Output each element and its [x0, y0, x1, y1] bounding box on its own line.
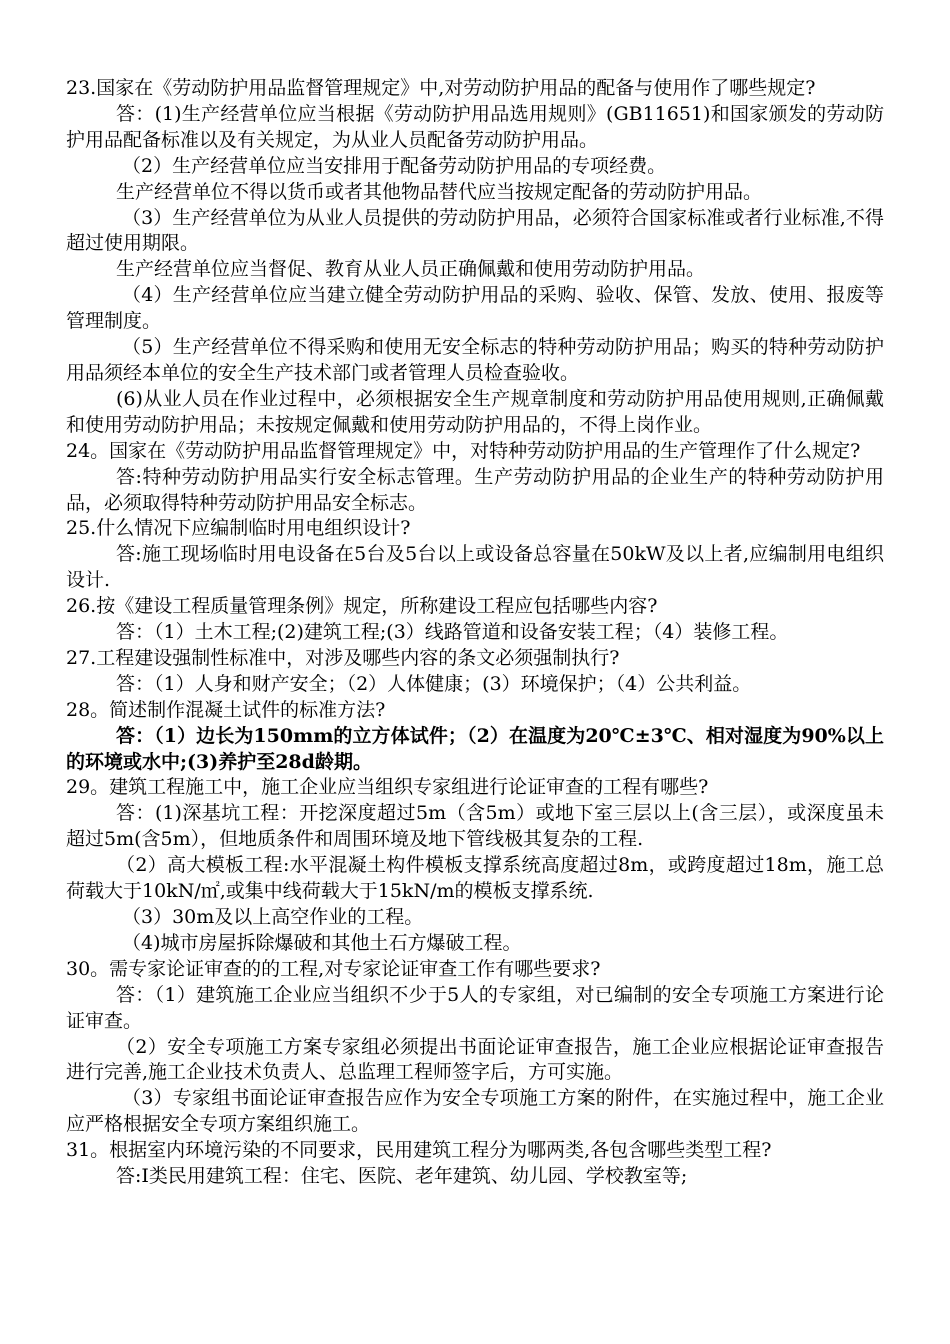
answer-30-item-2: （2）安全专项施工方案专家组必须提出书面论证审查报告，施工企业应根据论证审查报告进行完善,施工企业技术负责人、总监理工程师签字后，方可实施。: [66, 1035, 884, 1084]
answer-23-note-1: 生产经营单位不得以货币或者其他物品替代应当按规定配备的劳动防护用品。: [116, 180, 763, 203]
answer-23-item-5: （5）生产经营单位不得采购和使用无安全标志的特种劳动防护用品；购买的特种劳动防护用品须经本单位的安全生产技术部门或者管理人员检查验收。: [66, 336, 884, 384]
question-23: 23.国家在《劳动防护用品监督管理规定》中,对劳动防护用品的配备与使用作了哪些规定?: [66, 77, 816, 99]
answer-24: 答:特种劳动防护用品实行安全标志管理。生产劳动防护用品的企业生产的特种劳动防护用品，必须取得特种劳动防护用品安全标志。: [66, 465, 884, 514]
answer-29-item-4: （4)城市房屋拆除爆破和其他土石方爆破工程。: [122, 931, 522, 954]
answer-23-note-2: 生产经营单位应当督促、教育从业人员正确佩戴和使用劳动防护用品。: [116, 258, 706, 281]
question-24: 24。国家在《劳动防护用品监督管理规定》中，对特种劳动防护用品的生产管理作了什么规定?: [66, 439, 861, 462]
answer-28: 答：（1）边长为150mm的立方体试件；（2）在温度为20℃±3℃、相对湿度为90%以上的环境或水中;(3)养护至28d龄期。: [66, 724, 884, 773]
question-31: 31。根据室内环境污染的不同要求，民用建筑工程分为哪两类,各包含哪些类型工程?: [66, 1139, 772, 1162]
question-29: 29。建筑工程施工中，施工企业应当组织专家组进行论证审查的工程有哪些?: [66, 776, 709, 799]
answer-25: 答:施工现场临时用电设备在5台及5台以上或设备总容量在50kW及以上者,应编制用电组织设计.: [66, 543, 884, 592]
answer-29-item-2: （2）高大模板工程:水平混凝土构件模板支撑系统高度超过8m，或跨度超过18m，施工总荷载大于10kN/㎡,或集中线荷载大于15kN/m的模板支撑系统.: [66, 854, 884, 903]
question-27: 27.工程建设强制性标准中，对涉及哪些内容的条文必须强制执行?: [66, 646, 620, 669]
answer-30-item-1: 答：（1）建筑施工企业应当组织不少于5人的专家组，对已编制的安全专项施工方案进行论证审查。: [66, 983, 884, 1032]
answer-29-item-3: （3）30m及以上高空作业的工程。: [122, 906, 424, 928]
answer-27: 答：（1）人身和财产安全；（2）人体健康；(3）环境保护；（4）公共利益。: [116, 672, 752, 695]
answer-30-item-3: （3）专家组书面论证审查报告应作为安全专项施工方案的附件，在实施过程中，施工企业应严格根据安全专项方案组织施工。: [66, 1087, 884, 1136]
answer-23-item-2: （2）生产经营单位应当安排用于配备劳动防护用品的专项经费。: [122, 154, 667, 177]
answer-31: 答:Ⅰ类民用建筑工程：住宅、医院、老年建筑、幼儿园、学校教室等;: [116, 1165, 688, 1188]
question-28: 28。简述制作混凝土试件的标准方法?: [66, 698, 386, 721]
question-26: 26.按《建设工程质量管理条例》规定，所称建设工程应包括哪些内容?: [66, 595, 658, 618]
answer-23-item-6: (6)从业人员在作业过程中，必须根据安全生产规章制度和劳动防护用品使用规则,正确佩戴和使用劳动防护用品；未按规定佩戴和使用劳动防护用品的，不得上岗作业。: [66, 387, 884, 436]
answer-23-item-1: 答：(1)生产经营单位应当根据《劳动防护用品选用规则》(GB11651)和国家颁发的劳动防护用品配备标准以及有关规定，为从业人员配备劳动防护用品。: [66, 102, 884, 151]
question-25: 25.什么情况下应编制临时用电组织设计?: [66, 517, 411, 540]
answer-29-item-1: 答：(1)深基坑工程：开挖深度超过5m（含5m）或地下室三层以上(含三层），或深度虽未超过5m(含5m），但地质条件和周围环境及地下管线极其复杂的工程.: [66, 802, 884, 851]
answer-23-item-3: （3）生产经营单位为从业人员提供的劳动防护用品，必须符合国家标准或者行业标准,不得超过使用期限。: [66, 206, 884, 255]
question-30: 30。需专家论证审查的的工程,对专家论证审查工作有哪些要求?: [66, 957, 601, 980]
answer-23-item-4: （4）生产经营单位应当建立健全劳动防护用品的采购、验收、保管、发放、使用、报废等管理制度。: [66, 284, 884, 333]
answer-26: 答：（1）土木工程;(2)建筑工程;(3）线路管道和设备安装工程；（4）装修工程。: [116, 621, 789, 644]
